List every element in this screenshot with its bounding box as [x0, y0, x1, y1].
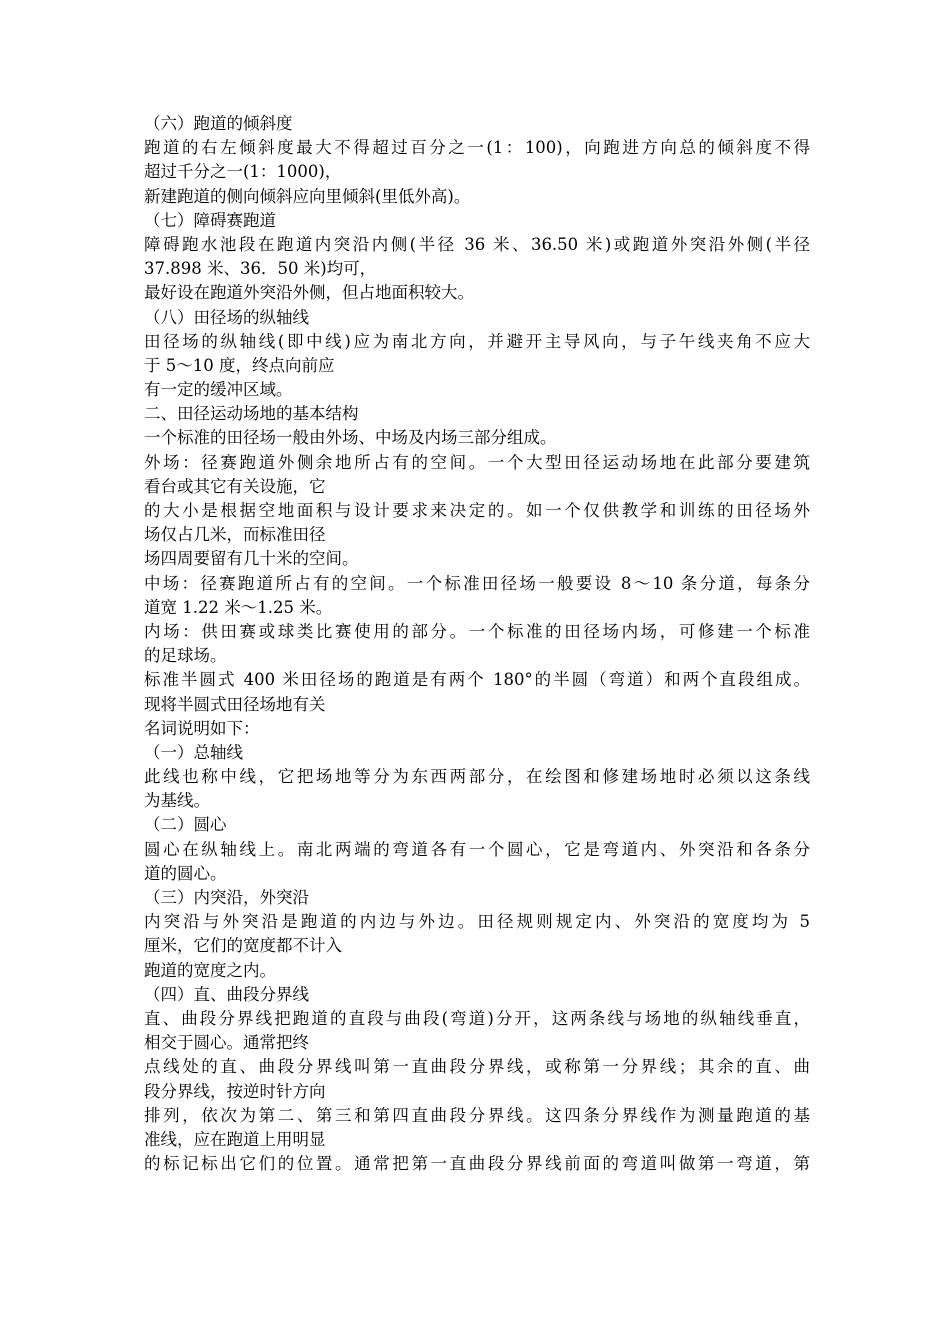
paragraph-line: 道宽 1.22 米～1.25 米。	[144, 597, 333, 617]
heading-basic-structure: 二、田径运动场地的基本结构	[144, 404, 359, 424]
paragraph-line: 准线，应在跑道上用明显	[144, 1129, 326, 1149]
paragraph-line: 跑道的右左倾斜度最大不得超过百分之一(1：100)，向跑进方向总的倾斜度不得	[144, 138, 810, 158]
paragraph-line: 一个标准的田径场一般由外场、中场及内场三部分组成。	[144, 428, 557, 448]
document-body	[144, 112, 810, 1176]
paragraph-line: 标准半圆式 400 米田径场的跑道是有两个 180°的半圆（弯道）和两个直段组成。	[144, 670, 810, 690]
heading-curbs: （三）内突沿，外突沿	[144, 888, 309, 907]
heading-main-axis: （一）总轴线	[144, 742, 243, 762]
paragraph-line: 跑道的宽度之内。	[144, 960, 276, 980]
paragraph-line: 超过千分之一(1：1000)，	[144, 162, 342, 182]
paragraph-line: 的足球场。	[144, 646, 227, 666]
paragraph-line: 现将半圆式田径场地有关	[144, 694, 326, 714]
paragraph-line: 中场：径赛跑道所占有的空间。一个标准田径场一般要设 8～10 条分道，每条分	[144, 573, 810, 593]
paragraph-line: 点线处的直、曲段分界线叫第一直曲段分界线，或称第一分界线；其余的直、曲	[144, 1057, 810, 1077]
paragraph-line: 田径场的纵轴线(即中线)应为南北方向，并避开主导风向，与子午线夹角不应大	[144, 331, 810, 351]
paragraph-line: 看台或其它有关设施，它	[144, 476, 326, 496]
heading-center: （二）圆心	[144, 815, 227, 835]
paragraph-line: 厘米，它们的宽度都不计入	[144, 936, 342, 956]
paragraph-line: 外场：径赛跑道外侧余地所占有的空间。一个大型田径运动场地在此部分要建筑	[144, 452, 810, 472]
paragraph-line: 的大小是根据空地面积与设计要求来决定的。如一个仅供教学和训练的田径场外	[144, 501, 810, 520]
paragraph-line: 场四周要留有几十米的空间。	[144, 549, 359, 569]
paragraph-line: 的标记标出它们的位置。通常把第一直曲段分界线前面的弯道叫做第一弯道，第	[144, 1154, 810, 1174]
paragraph-line: 37.898 米、36．50 米)均可，	[144, 259, 377, 279]
paragraph-line: 内突沿与外突沿是跑道的内边与外边。田径规则规定内、外突沿的宽度均为 5	[144, 912, 810, 932]
heading-slope: （六）跑道的倾斜度	[144, 114, 293, 133]
paragraph-line: 道的圆心。	[144, 863, 227, 883]
paragraph-line: 场仅占几米，而标准田径	[144, 525, 326, 545]
heading-steeplechase: （七）障碍赛跑道	[144, 210, 276, 230]
paragraph-line: 此线也称中线，它把场地等分为东西两部分，在绘图和修建场地时必须以这条线	[144, 767, 810, 787]
paragraph-line: 障碍跑水池段在跑道内突沿内侧(半径 36 米、36.50 米)或跑道外突沿外侧(半径	[144, 234, 810, 254]
heading-axis: （八）田径场的纵轴线	[144, 307, 309, 327]
paragraph-line: 最好设在跑道外突沿外侧，但占地面积较大。	[144, 283, 474, 303]
paragraph-line: 圆心在纵轴线上。南北两端的弯道各有一个圆心，它是弯道内、外突沿和各条分	[144, 839, 810, 859]
paragraph-line: 排列，依次为第二、第三和第四直曲段分界线。这四条分界线作为测量跑道的基	[144, 1105, 810, 1125]
paragraph-line: 为基线。	[144, 791, 210, 811]
paragraph-line: 有一定的缓冲区域。	[144, 380, 293, 400]
paragraph-line: 直、曲段分界线把跑道的直段与曲段(弯道)分开，这两条线与场地的纵轴线垂直，	[144, 1008, 810, 1028]
paragraph-line: 相交于圆心。通常把终	[144, 1033, 309, 1053]
paragraph-line: 内场：供田赛或球类比赛使用的部分。一个标准的田径场内场，可修建一个标准	[144, 621, 810, 641]
heading-dividing-lines: （四）直、曲段分界线	[144, 984, 309, 1004]
paragraph-line: 名词说明如下：	[144, 718, 260, 738]
paragraph-line: 于 5～10 度，终点向前应	[144, 355, 335, 375]
paragraph-line: 段分界线，按逆时针方向	[144, 1081, 326, 1101]
paragraph-line: 新建跑道的侧向倾斜应向里倾斜(里低外高)。	[144, 186, 471, 206]
